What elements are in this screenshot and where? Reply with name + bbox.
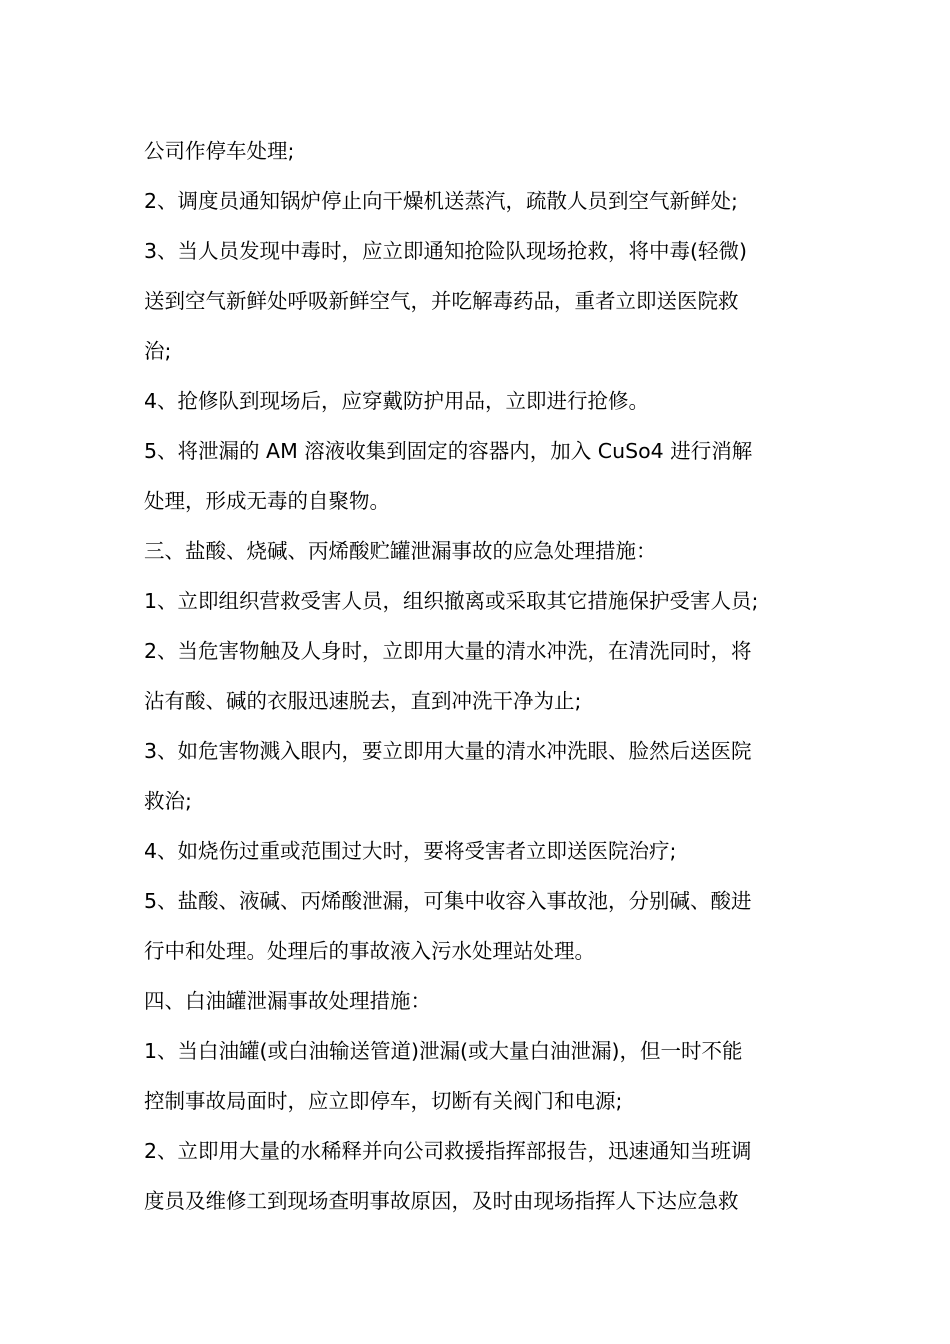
- section-heading: 四、白油罐泄漏事故处理措施：: [144, 989, 431, 1013]
- text-line: 控制事故局面时，应立即停车，切断有关阀门和电源;: [144, 1089, 623, 1113]
- text-line: 行中和处理。处理后的事故液入污水处理站处理。: [144, 939, 595, 963]
- text-line: 送到空气新鲜处呼吸新鲜空气，并吃解毒药品，重者立即送医院救: [144, 289, 739, 313]
- document-body: [144, 126, 824, 1226]
- text-line: 2、立即用大量的水稀释并向公司救援指挥部报告，迅速通知当班调: [144, 1139, 752, 1163]
- text-line: 1、立即组织营救受害人员，组织撤离或采取其它措施保护受害人员;: [144, 589, 759, 613]
- section-heading: 三、盐酸、烧碱、丙烯酸贮罐泄漏事故的应急处理措施：: [144, 539, 657, 563]
- text-line: 2、当危害物触及人身时，立即用大量的清水冲洗，在清洗同时，将: [144, 639, 752, 663]
- text-line: 5、将泄漏的 AM 溶液收集到固定的容器内，加入 CuSo4 进行消解: [144, 439, 753, 463]
- text-line: 3、如危害物溅入眼内，要立即用大量的清水冲洗眼、脸然后送医院: [144, 739, 752, 763]
- text-line: 沾有酸、碱的衣服迅速脱去，直到冲洗干净为止;: [144, 689, 582, 713]
- text-line: 救治;: [144, 789, 192, 813]
- text-line: 3、当人员发现中毒时，应立即通知抢险队现场抢救，将中毒(轻微): [144, 239, 748, 263]
- text-line: 5、盐酸、液碱、丙烯酸泄漏，可集中收容入事故池，分别碱、酸进: [144, 889, 752, 913]
- text-line: 4、抢修队到现场后，应穿戴防护用品，立即进行抢修。: [144, 389, 650, 413]
- text-line: 4、如烧伤过重或范围过大时，要将受害者立即送医院治疗;: [144, 839, 677, 863]
- text-line: 公司作停车处理;: [144, 139, 295, 163]
- text-line: 2、调度员通知锅炉停止向干燥机送蒸汽，疏散人员到空气新鲜处;: [144, 189, 738, 213]
- text-line: 1、当白油罐(或白油输送管道)泄漏(或大量白油泄漏)，但一时不能: [144, 1039, 743, 1063]
- text-line: 度员及维修工到现场查明事故原因，及时由现场指挥人下达应急救: [144, 1189, 739, 1213]
- text-line: 处理，形成无毒的自聚物。: [144, 489, 390, 513]
- text-line: 治;: [144, 339, 172, 363]
